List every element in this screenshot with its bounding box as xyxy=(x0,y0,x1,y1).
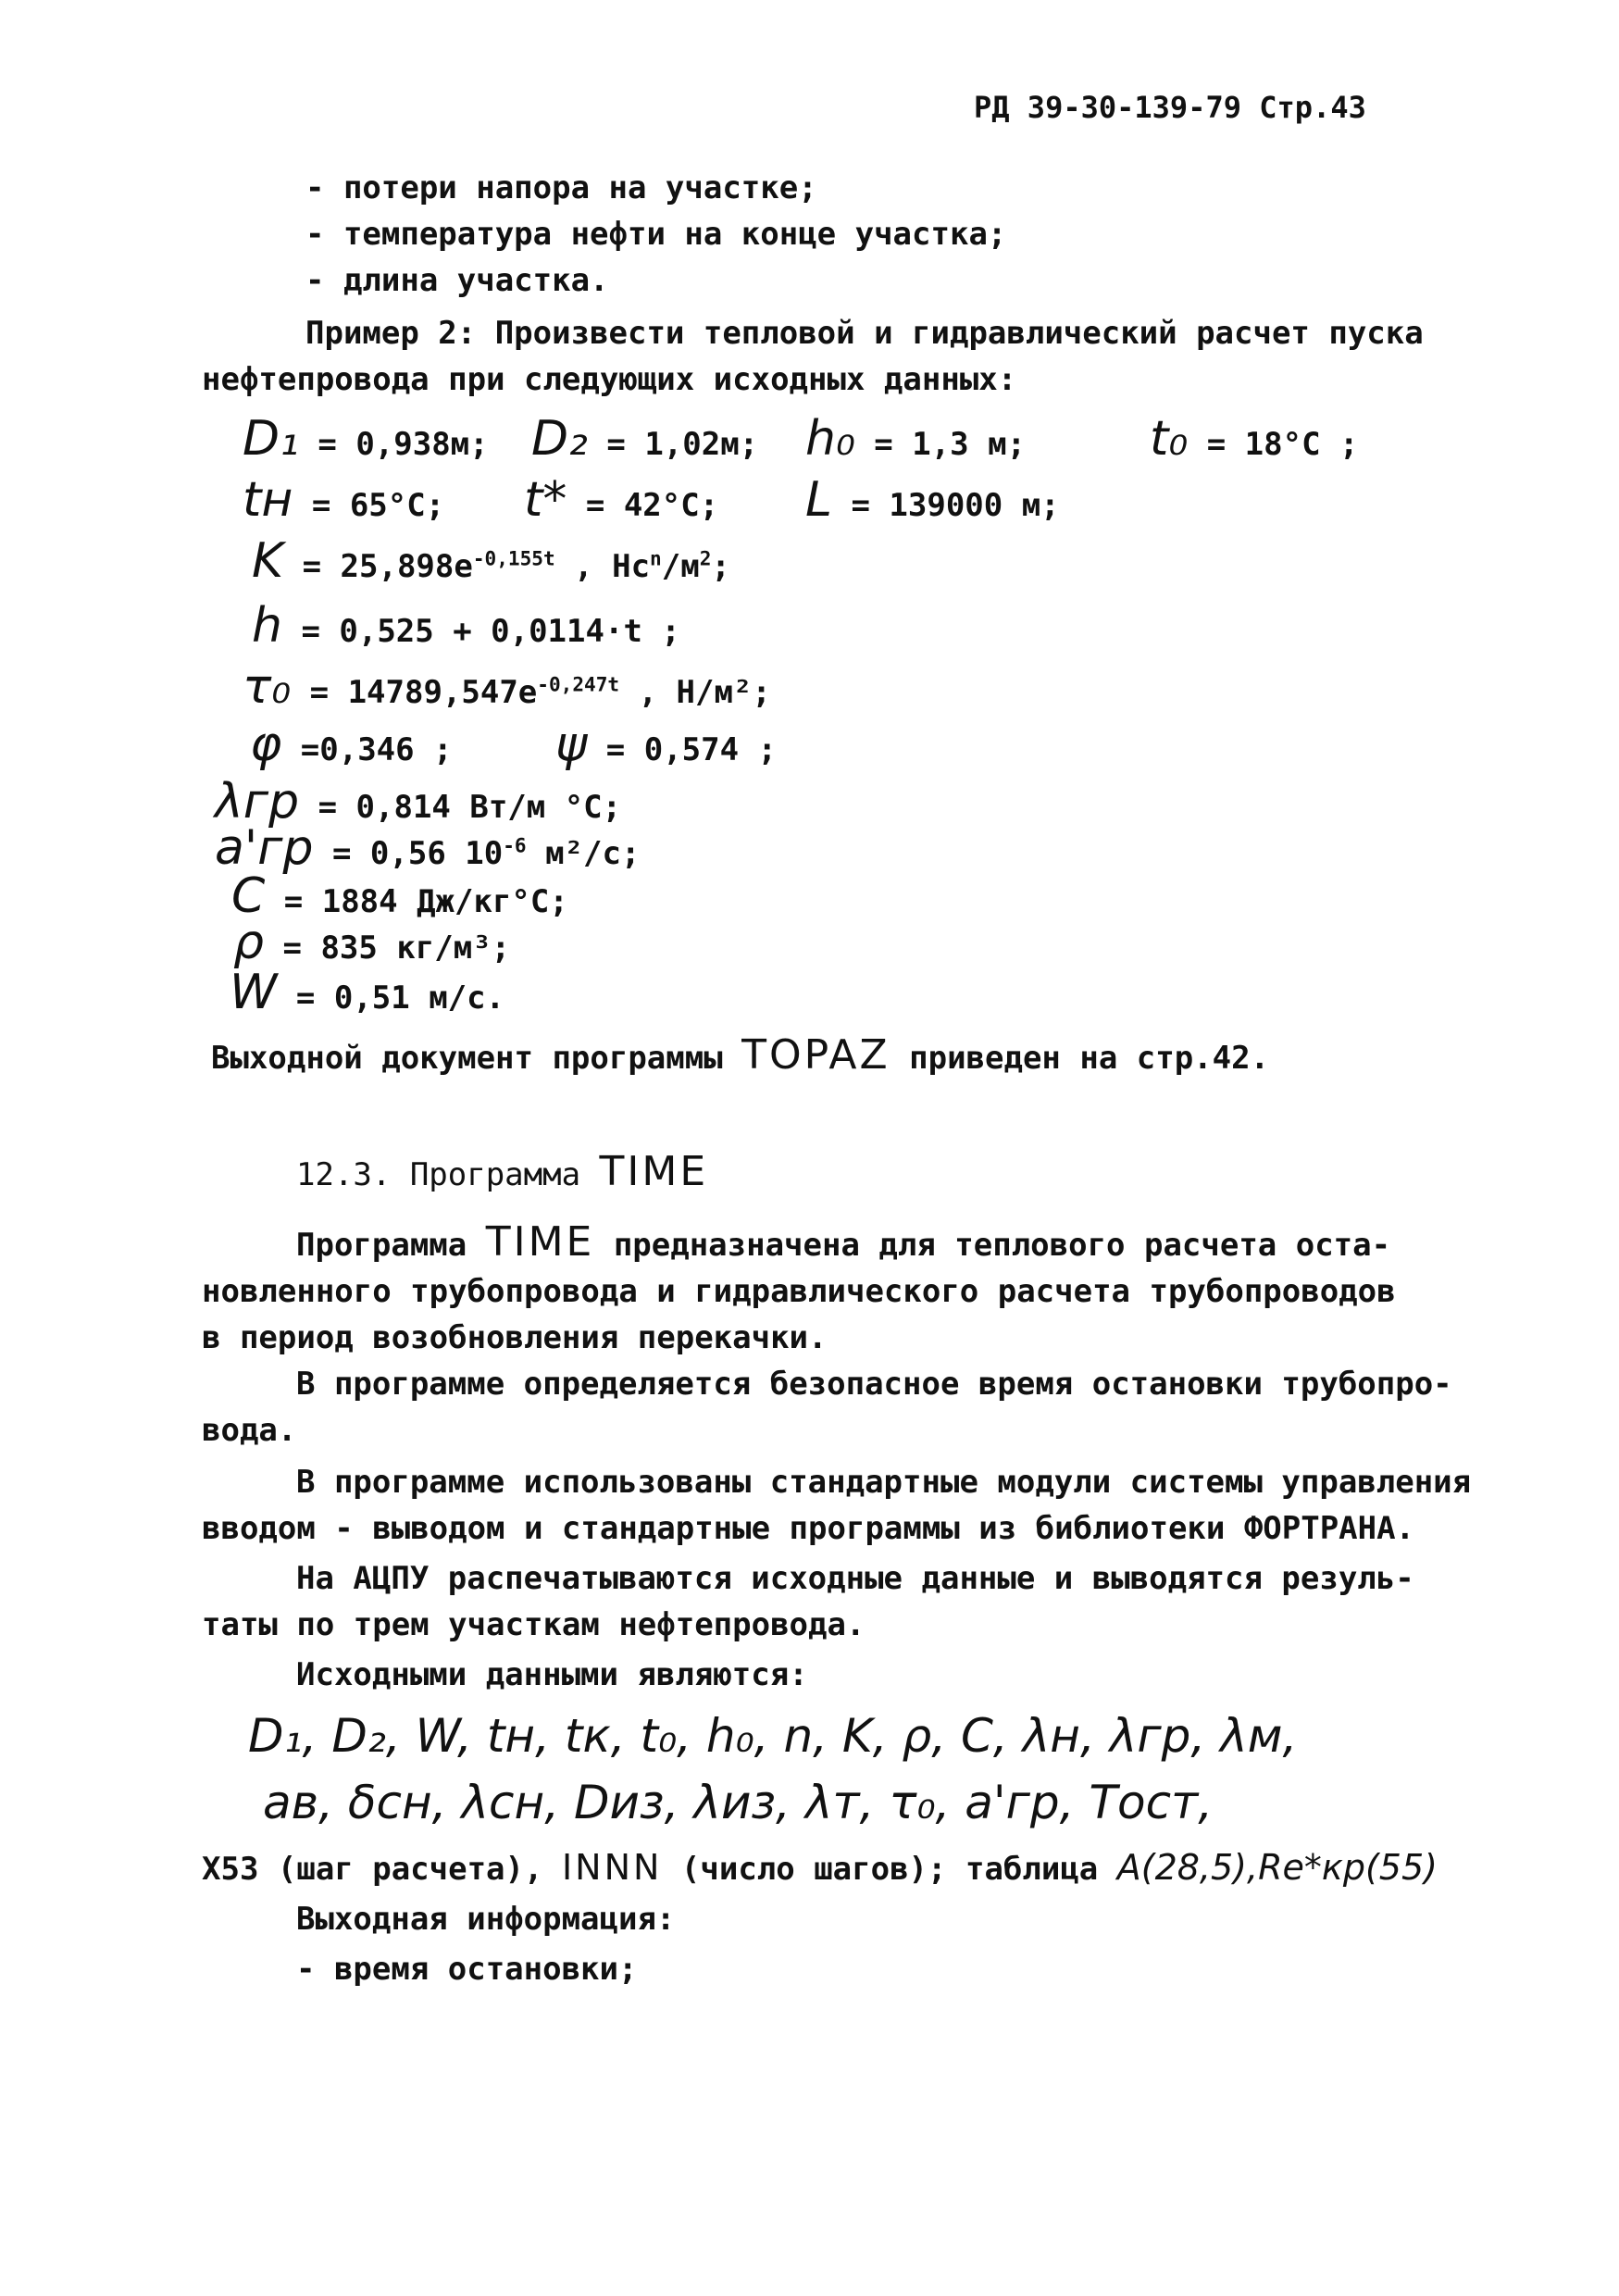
bullet-stop-time: - время остановки; xyxy=(296,1951,638,1988)
k-value: = 25,898e xyxy=(302,548,473,585)
a-unit: м²/с; xyxy=(545,835,641,872)
psi-value: = 0,574 ; xyxy=(605,731,778,768)
topaz-program-name: TOPAZ xyxy=(741,1031,890,1079)
h0-symbol: h₀ xyxy=(805,411,855,467)
input-vars-line-2: aв, δсн, λсн, Dиз, λиз, λт, τ₀, a'гр, Tост, xyxy=(263,1776,1214,1829)
output-doc-before: Выходной документ программы xyxy=(211,1040,723,1077)
formula-h0 xyxy=(805,411,1027,467)
formula-tz xyxy=(524,472,719,528)
formula-row-1 xyxy=(243,411,489,467)
para3-line-1: В программе использованы стандартные модули системы управления xyxy=(296,1464,1472,1501)
output-info-label: Выходная информация: xyxy=(296,1901,676,1938)
tn-symbol: tн xyxy=(243,472,293,528)
para3-line-2: вводом - выводом и стандартные программы из библиотеки ФОРТРАНА. xyxy=(202,1510,1415,1547)
section-heading xyxy=(296,1148,709,1195)
output-doc-after: приведен на стр.42. xyxy=(909,1040,1270,1077)
formula-l xyxy=(805,472,1060,528)
k-symbol: K xyxy=(252,533,284,589)
w-value: = 0,51 м/с. xyxy=(295,980,505,1017)
formula-w xyxy=(230,965,505,1020)
step-mid: (число шагов); таблица xyxy=(680,1851,1099,1888)
h-value: = 0,525 + 0,0114·t ; xyxy=(301,613,680,650)
step-line xyxy=(202,1847,1438,1888)
psi-symbol: ψ xyxy=(555,717,588,772)
tau-value: = 14789,547e xyxy=(309,674,538,711)
para1-line-3: в период возобновления перекачки. xyxy=(202,1319,828,1356)
k-unit: , Нс xyxy=(574,548,651,585)
a-symbol: a'гр xyxy=(215,820,314,876)
formula-h xyxy=(252,598,680,654)
a-exponent: -6 xyxy=(503,833,527,857)
table-a: A(28,5), xyxy=(1116,1847,1259,1888)
para2-line-2: вода. xyxy=(202,1412,297,1449)
para4-line-2: таты по трем участкам нефтепровода. xyxy=(202,1606,866,1643)
para1-after: предназначена для теплового расчета оста- xyxy=(613,1227,1391,1264)
innn-name: INNN xyxy=(561,1847,663,1888)
rho-value: = 835 кг/м³; xyxy=(282,930,511,967)
section-number: 12.3. Программа xyxy=(296,1156,581,1193)
example-line-2: нефтепровода при следующих исходных данных: xyxy=(202,361,1017,398)
d1-value: = 0,938м; xyxy=(318,426,489,463)
d2-symbol: D₂ xyxy=(531,411,588,467)
formula-a xyxy=(215,820,641,876)
formula-t0 xyxy=(1150,411,1359,467)
formula-lambda xyxy=(215,774,622,830)
bullet-section-length: - длина участка. xyxy=(305,262,609,299)
formula-rho xyxy=(233,915,511,970)
output-document-line xyxy=(211,1031,1270,1079)
lambda-value: = 0,814 Вт/м °С; xyxy=(318,789,622,826)
l-symbol: L xyxy=(805,472,832,528)
tau-symbol: τ₀ xyxy=(243,659,292,715)
input-vars-line-1: D₁, D₂, W, tн, tк, t₀, h₀, n, K, ρ, C, λн, λгр, λм, xyxy=(248,1709,1298,1763)
para4-line-1: На АЦПУ распечатываются исходные данные и выводятся резуль- xyxy=(296,1560,1414,1597)
x53-step: X53 (шаг расчета), xyxy=(202,1851,543,1888)
k-exponent: -0,155t xyxy=(472,546,555,570)
tn-value: = 65°C; xyxy=(311,487,445,524)
l-value: = 139000 м; xyxy=(851,487,1060,524)
phi-value: =0,346 ; xyxy=(300,731,453,768)
time-program-name: TIME xyxy=(599,1148,709,1195)
input-data-label: Исходными данными являются: xyxy=(296,1656,808,1693)
lambda-symbol: λгр xyxy=(215,774,300,830)
h0-value: = 1,3 м; xyxy=(874,426,1027,463)
tau-exponent: -0,247t xyxy=(537,672,620,696)
page-header: РД 39-30-139-79 Стр.43 xyxy=(974,90,1366,125)
para2-line-1: В программе определяется безопасное время остановки трубопро- xyxy=(296,1366,1452,1403)
formula-k: $K = 25,898e^{-0,155t}$ , $Нс^n/м^2$; xyxy=(252,533,730,589)
re-critical: Re*кр(55) xyxy=(1258,1847,1438,1888)
t0-symbol: t₀ xyxy=(1150,411,1189,467)
tz-symbol: t* xyxy=(524,472,567,528)
bullet-head-loss: - потери напора на участке; xyxy=(305,169,817,206)
bullet-oil-temperature: - температура нефти на конце участка; xyxy=(305,216,1007,253)
c-symbol: C xyxy=(231,868,266,924)
formula-tn xyxy=(243,472,445,528)
h-symbol: h xyxy=(252,598,282,654)
phi-symbol: φ xyxy=(250,717,282,772)
rho-symbol: ρ xyxy=(233,915,265,970)
c-value: = 1884 Дж/кг°С; xyxy=(283,883,568,920)
para1-program-name: TIME xyxy=(485,1218,595,1266)
formula-d2 xyxy=(531,411,759,467)
para1-line-2: новленного трубопровода и гидравлического расчета трубопроводов xyxy=(202,1273,1396,1310)
a-value: = 0,56 10 xyxy=(331,835,504,872)
d2-value: = 1,02м; xyxy=(606,426,759,463)
para1-line-1 xyxy=(296,1218,1391,1266)
tau-unit: , Н/м²; xyxy=(638,674,771,711)
para1-before: Программа xyxy=(296,1227,467,1264)
formula-phi xyxy=(250,717,453,772)
formula-psi xyxy=(555,717,778,772)
w-symbol: W xyxy=(230,965,278,1020)
t0-value: = 18°C ; xyxy=(1206,426,1359,463)
formula-c xyxy=(231,868,568,924)
d1-symbol: D₁ xyxy=(243,411,299,467)
tz-value: = 42°C; xyxy=(585,487,719,524)
formula-tau xyxy=(243,659,771,715)
example-line-1: Пример 2: Произвести тепловой и гидравлический расчет пуска xyxy=(305,315,1424,352)
